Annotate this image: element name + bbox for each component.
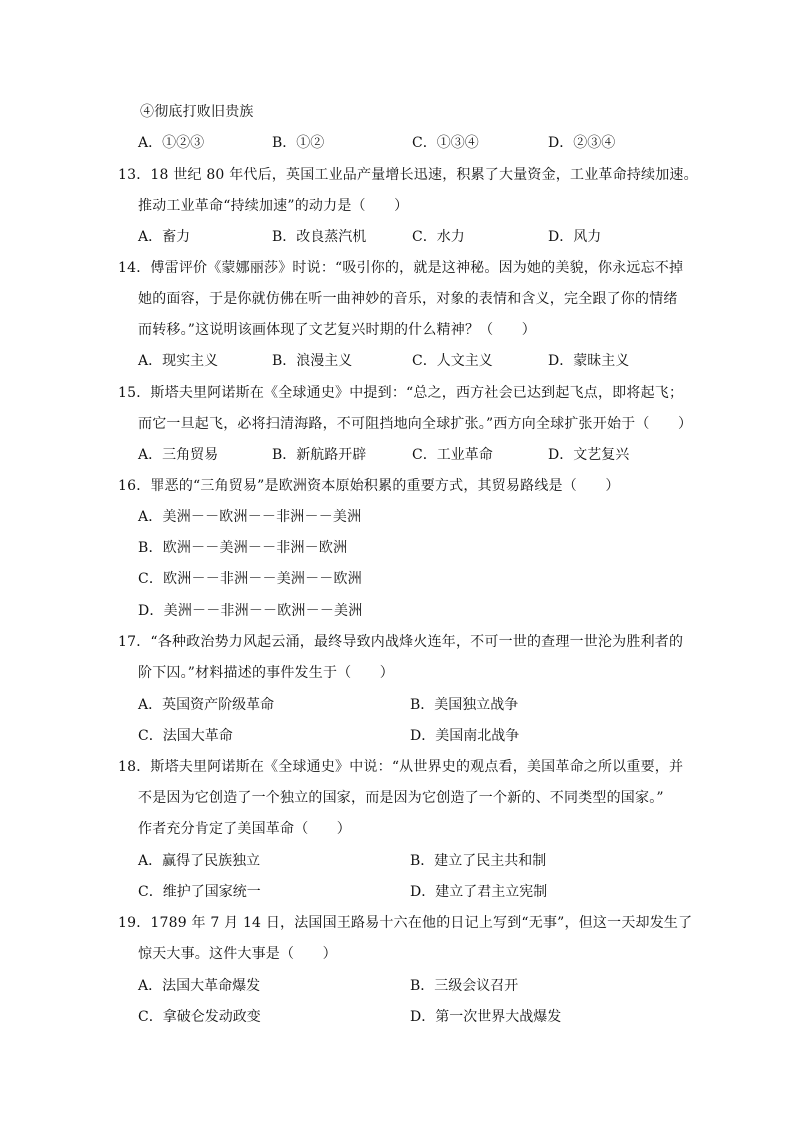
prev-option-d: D．②③④ <box>548 135 616 151</box>
q17-option-b: B．美国独立战争 <box>410 697 519 713</box>
q15-line-2: 而它一旦起飞，必将扫清海路，不可阻挡地向全球扩张。”西方向全球扩张开始于（ ） <box>138 416 693 432</box>
q13-line-1: 13．18 世纪 80 年代后，英国工业品产量增长迅速，积累了大量资金，工业革命持续加速。 <box>118 167 698 183</box>
q15-option-b: B．新航路开辟 <box>272 447 367 463</box>
q16-option-b: B．欧洲－－美洲－－非洲－欧洲 <box>138 540 348 556</box>
q19-option-a: A．法国大革命爆发 <box>138 978 261 994</box>
q14-option-d: D．蒙昧主义 <box>548 353 630 369</box>
q19-option-d: D．第一次世界大战爆发 <box>410 1009 562 1025</box>
q13-option-b: B．改良蒸汽机 <box>272 229 367 245</box>
q15-line-1: 15．斯塔夫里阿诺斯在《全球通史》中提到：“总之，西方社会已达到起飞点，即将起飞； <box>118 385 684 401</box>
q18-option-d: D．建立了君主立宪制 <box>410 884 548 900</box>
q19-option-b: B．三级会议召开 <box>410 978 519 994</box>
q13-option-a: A．畜力 <box>138 229 191 245</box>
q13-option-d: D．风力 <box>548 229 602 245</box>
q17-line-2: 阶下囚。”材料描述的事件发生于（ ） <box>138 665 394 681</box>
q18-line-1: 18．斯塔夫里阿诺斯在《全球通史》中说：“从世界史的观点看，美国革命之所以重要，并 <box>118 759 684 775</box>
q15-option-d: D．文艺复兴 <box>548 447 630 463</box>
q17-option-c: C．法国大革命 <box>138 728 233 744</box>
q18-line-3: 作者充分肯定了美国革命（ ） <box>138 821 351 837</box>
q18-option-a: A．赢得了民族独立 <box>138 853 261 869</box>
q13-line-2: 推动工业革命“持续加速”的动力是（ ） <box>138 198 409 214</box>
q15-option-c: C．工业革命 <box>412 447 493 463</box>
q16-line-1: 16．罪恶的“三角贸易”是欧洲资本原始积累的重要方式，其贸易路线是（ ） <box>118 478 620 494</box>
q14-line-3: 而转移。”这说明该画体现了文艺复兴时期的什么精神？（ ） <box>138 322 536 338</box>
prev-option-a: A．①②③ <box>138 135 205 151</box>
q14-option-c: C．人文主义 <box>412 353 493 369</box>
q17-option-d: D．美国南北战争 <box>410 728 520 744</box>
q19-line-1: 19．1789 年 7 月 14 日，法国国王路易十六在他的日记上写到“无事”，但这一天却发生了 <box>118 915 693 931</box>
q13-option-c: C．水力 <box>412 229 465 245</box>
prev-option-b: B．①② <box>272 135 325 151</box>
q19-line-2: 惊天大事。这件大事是（ ） <box>138 946 337 962</box>
q16-option-d: D．美洲－－非洲－－欧洲－－美洲 <box>138 603 363 619</box>
q18-option-c: C．维护了国家统一 <box>138 884 261 900</box>
q14-option-b: B．浪漫主义 <box>272 353 353 369</box>
q17-line-1: 17．“各种政治势力风起云涌，最终导致内战烽火连年，不可一世的查理一世沦为胜利者的 <box>118 634 684 650</box>
q14-line-1: 14．傅雷评价《蒙娜丽莎》时说：“吸引你的，就是这神秘。因为她的美貌，你永远忘不掉 <box>118 260 684 276</box>
q14-option-a: A．现实主义 <box>138 353 219 369</box>
q18-line-2: 不是因为它创造了一个独立的国家，而是因为它创造了一个新的、不同类型的国家。” <box>138 790 664 806</box>
q19-option-c: C．拿破仑发动政变 <box>138 1009 261 1025</box>
q16-option-c: C．欧洲－－非洲－－美洲－－欧洲 <box>138 571 362 587</box>
q17-option-a: A．英国资产阶级革命 <box>138 697 275 713</box>
q15-option-a: A．三角贸易 <box>138 447 219 463</box>
q16-option-a: A．美洲－－欧洲－－非洲－－美洲 <box>138 509 362 525</box>
q18-option-b: B．建立了民主共和制 <box>410 853 547 869</box>
q14-line-2: 她的面容，于是你就仿佛在听一曲神妙的音乐，对象的表情和含义，完全跟了你的情绪 <box>138 291 678 307</box>
prev-item-4: ④彻底打败旧贵族 <box>140 104 254 120</box>
prev-option-c: C．①③④ <box>412 135 479 151</box>
